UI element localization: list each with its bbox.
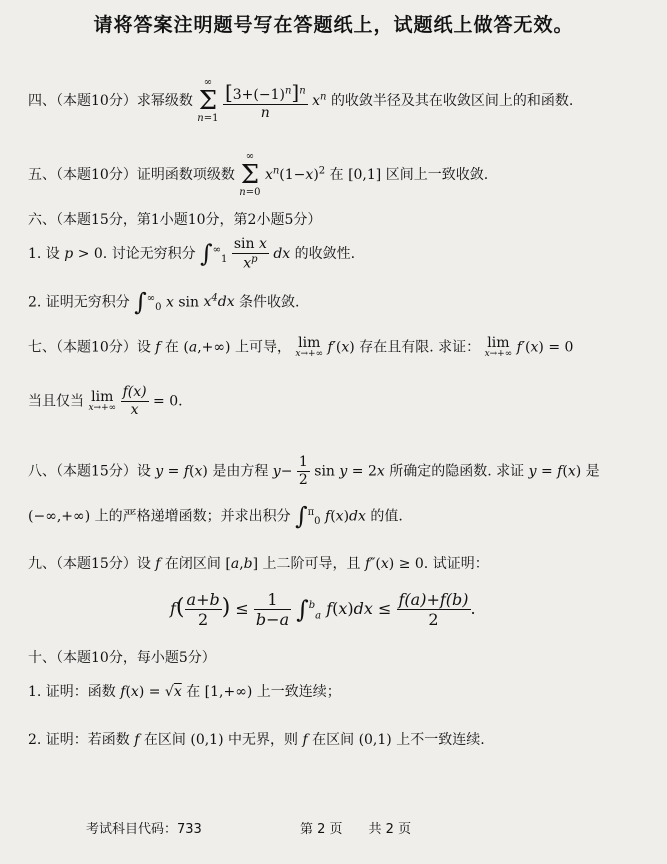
question-4-label: 四、（本题10分）求幂级数	[28, 93, 193, 109]
question-6-part-1-pre: 1. 设	[28, 246, 60, 263]
question-10-part-1-tail: 上一致连续；	[256, 684, 341, 700]
integrand-fraction: $\frac{\text{sin x}}{x^p}$	[233, 236, 267, 272]
hadamard-inequality: f( $\frac{a+b}{2}$ ) ≤ $\frac{1}{b-a}$ ∫$^b_a$ f(x)dx ≤ $\frac{f(a)+f(b)}{2}$ .	[170, 590, 476, 630]
question-10-part-2-tail: 上不一致连续.	[396, 732, 485, 748]
sum-symbol: ∞ Σ n=0	[239, 151, 261, 198]
question-10-part-2-pre: 2. 证明：若函数	[28, 732, 130, 748]
question-8-mid-2: 所确定的隐函数. 求证	[389, 463, 525, 480]
question-10-part-2-mid-1: 在区间	[143, 732, 186, 748]
sum-symbol: ∞ Σ n=1	[197, 77, 219, 124]
question-10-part-1-mid: 在	[186, 684, 201, 700]
question-4: 四、（本题10分）求幂级数 ∞ Σ n=1 $\frac{[3+(-1)^n]^n}{n}$ $x^n$ 的收敛半径及其在收敛区间上的和函数.	[28, 77, 574, 124]
half-fraction: $\frac{1}{2}$	[298, 454, 308, 488]
question-5-label: 五、（本题10分）证明函数项级数	[28, 167, 235, 183]
question-6-part-1-mid: 讨论无穷积分	[111, 246, 196, 263]
question-8-pre: 八、（本题15分）设	[28, 463, 151, 480]
question-7-line-1: 七、（本题10分）设 f 在 (a,+∞) 上可导， lim x→+∞ f′(x) 存在且有限. 求证： lim x→+∞ f′(x) = 0	[28, 335, 574, 359]
question-7-line-2: 当且仅当 lim x→+∞ $\frac{f(x)}{x}$ = 0.	[28, 384, 183, 418]
question-10-label: 十、（本题10分，每小题5分）	[28, 650, 216, 666]
question-10-part-2: 2. 证明：若函数 f 在区间 (0,1) 中无界，则 f 在区间 (0,1) 上不一致连续.	[28, 732, 485, 748]
question-10-part-1-pre: 1. 证明：函数	[28, 684, 116, 700]
limit-fraction: $\frac{f(x)}{x}$	[122, 384, 147, 418]
question-9-line-1: 九、（本题15分）设 f 在闭区间 [a,b] 上二阶可导，且 f″(x) ≥ 0. 试证明：	[28, 556, 489, 572]
question-5: 五、（本题10分）证明函数项级数 ∞ Σ n=0 $x^n(1-x)^2$ 在 [0,1] 区间上一致收敛.	[28, 151, 489, 198]
question-9-mid-1: 在闭区间	[164, 556, 221, 572]
power-series-coefficient: $\frac{[3+(-1)^n]^n}{n}$	[224, 80, 306, 122]
question-4-tail: 的收敛半径及其在收敛区间上的和函数.	[330, 93, 574, 109]
question-7-line-2-pre: 当且仅当	[28, 393, 84, 410]
question-10-part-2-mid-2: 中无界，则	[228, 732, 299, 748]
question-7-mid-1: 在	[164, 339, 179, 356]
question-5-mid: 在	[329, 167, 344, 183]
question-7-mid-3: 存在且有限. 求证：	[359, 339, 481, 356]
question-6-part-2-pre: 2. 证明无穷积分	[28, 294, 130, 311]
question-8-line-1: 八、（本题15分）设 y = f(x) 是由方程 y− $\frac{1}{2}$ sin y = 2x 所确定的隐函数. 求证 y = f(x) 是	[28, 454, 600, 488]
page-number: 第 2 页 共 2 页	[300, 822, 412, 837]
question-8-line-2-mid: 上的严格递增函数；并求出积分	[94, 508, 291, 525]
question-7-mid-2: 上可导，	[234, 339, 291, 356]
question-6-part-2: 2. 证明无穷积分 $\int^\infty_0$ x $\sin x^4dx$ 条件收敛.	[28, 288, 300, 316]
question-10-part-2-mid-3: 在区间	[312, 732, 355, 748]
question-7-pre: 七、（本题10分）设	[28, 339, 151, 356]
page-header: 请将答案注明题号写在答题纸上，试题纸上做答无效。	[93, 14, 574, 36]
question-8-line-2-tail: 的值.	[370, 508, 403, 525]
question-6-part-1: 1. 设 p > 0. 讨论无穷积分 $\int^\infty_1$ $\frac{\text{sin x}}{x^p}$ dx 的收敛性.	[28, 236, 356, 272]
question-6-part-2-tail: 条件收敛.	[239, 294, 300, 311]
question-8-line-2: (−∞,+∞) 上的严格递增函数；并求出积分 ∫$^\pi_0$ f(x)dx 的值.	[28, 502, 403, 530]
question-5-tail: 区间上一致收敛.	[385, 167, 489, 183]
exam-code: 考试科目代码：733	[86, 822, 202, 837]
question-9-pre: 九、（本题15分）设	[28, 556, 151, 572]
question-6-label: 六、（本题15分，第1小题10分，第2小题5分）	[28, 212, 322, 228]
question-10-part-1: 1. 证明：函数 f(x) = √x 在 [1,+∞) 上一致连续；	[28, 684, 341, 700]
question-8-mid-3: 是	[585, 463, 600, 480]
question-6-part-1-tail: 的收敛性.	[294, 246, 356, 263]
question-8-mid-1: 是由方程	[212, 463, 269, 480]
question-9-mid-3: 试证明：	[432, 556, 489, 572]
question-9-mid-2: 上二阶可导，且	[262, 556, 361, 572]
